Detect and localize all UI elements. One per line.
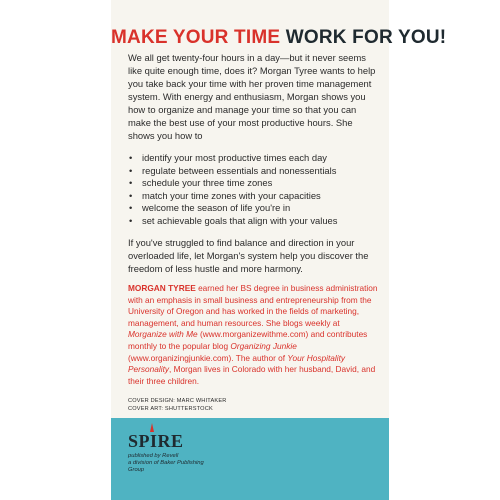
bullet-item: • schedule your three time zones xyxy=(128,177,378,190)
author-name: MORGAN TYREE xyxy=(128,283,196,293)
bio-text: (www.morganizewithme.com) and contributes monthly to the popular blog xyxy=(128,329,368,351)
bullet-item: • set achievable goals that align with your values xyxy=(128,215,378,228)
spire-icon xyxy=(150,423,154,432)
spire-logo-text: SPIRE xyxy=(128,431,184,451)
intro-paragraph: We all get twenty-four hours in a day—but it never seems like quite enough time, does it? Morgan Tyree wants to help you take back your time with her proven time management system. With energy and enthusiasm, Morgan shows you how to organize and manage your time so that you can make the best use of your most productive hours. She shows you how to xyxy=(128,52,376,141)
bullet-item: • welcome the season of life you're in xyxy=(128,202,378,215)
publisher-division: a division of Baker Publishing Group xyxy=(128,460,204,473)
publisher-line: published by Revell xyxy=(128,453,179,459)
bio-text: , Morgan lives in Colorado with her husband, David, and their three children. xyxy=(128,364,376,386)
bio-text: earned her BS degree in business administration with an emphasis in small business and entrepreneurship from the University of Oregon and has worked in the fields of marketing, management, and human resources. She blogs weekly at xyxy=(128,283,378,328)
bullet-item: • regulate between essentials and nonessentials xyxy=(128,165,378,178)
book-title: Your Hospitality Personality xyxy=(128,352,346,375)
cover-credits xyxy=(128,398,227,413)
blog-title: Morganize with Me xyxy=(128,329,198,340)
bullet-item: • match your time zones with your capacities xyxy=(128,190,378,203)
author-bio xyxy=(128,283,380,387)
headline xyxy=(111,27,447,49)
bio-text: (www.organizingjunkie.com). The author of xyxy=(128,352,288,363)
bullet-item: • identify your most productive times each day xyxy=(128,152,378,165)
blog-title: Organizing Junkie xyxy=(230,340,297,351)
cover-art-credit: COVER ART: SHUTTERSTOCK xyxy=(128,405,213,412)
imprint-block xyxy=(128,432,218,474)
headline-red: MAKE YOUR TIME xyxy=(111,27,281,48)
bullet-list xyxy=(128,152,378,228)
publisher-info xyxy=(128,453,218,474)
headline-dark: WORK FOR YOU! xyxy=(280,27,447,48)
cover-design-credit: COVER DESIGN: MARC WHITAKER xyxy=(128,398,227,404)
outro-paragraph: If you've struggled to find balance and direction in your overloaded life, let Morgan's system help you discover the freedom of less hustle and more harmony. xyxy=(128,237,369,274)
imprint-band xyxy=(111,418,389,500)
back-cover xyxy=(111,0,447,500)
spire-logo xyxy=(128,432,218,450)
